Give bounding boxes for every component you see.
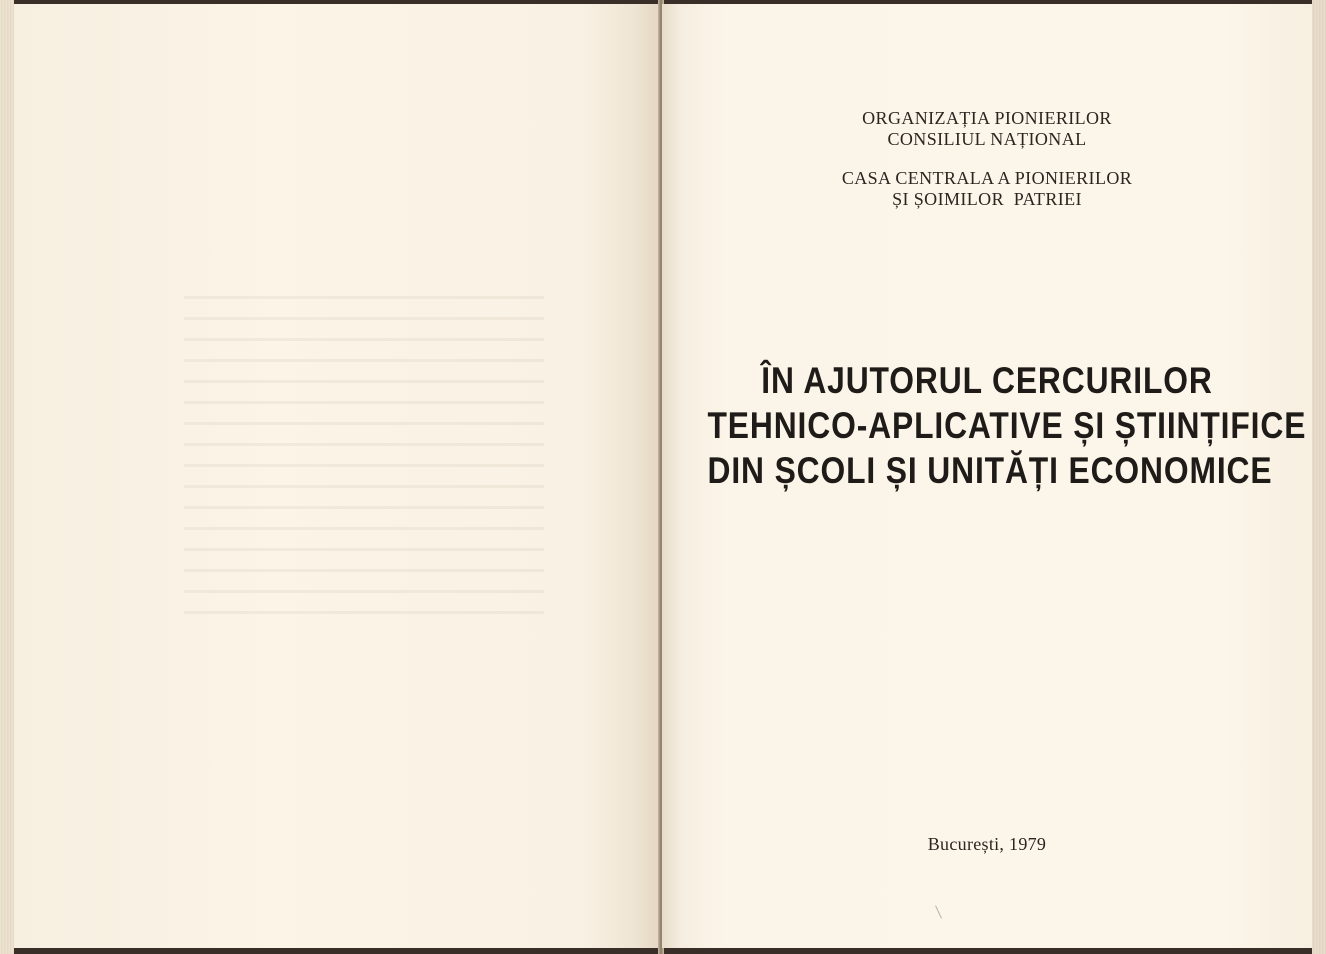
- title-line-2: TEHNICO-APLICATIVE ȘI ȘTIINȚIFICE: [707, 405, 1307, 446]
- show-through-text: [184, 282, 544, 622]
- left-page-edges: [0, 0, 14, 954]
- imprint-place-year: București, 1979: [927, 834, 1047, 854]
- title-line-1: ÎN AJUTORUL CERCURILOR: [761, 360, 1213, 401]
- title-line-3: DIN ȘCOLI ȘI UNITĂȚI ECONOMICE: [707, 450, 1273, 491]
- institution-line-1: CASA CENTRALA A PIONIERILOR: [841, 168, 1133, 188]
- left-page: [14, 4, 660, 948]
- book-title: [707, 358, 1307, 493]
- institution-line-2: ȘI ȘOIMILOR PATRIEI: [892, 189, 1082, 209]
- organization-line-1: ORGANIZAȚIA PIONIERILOR: [862, 108, 1112, 128]
- right-page-edges: [1312, 0, 1326, 954]
- organization-header: [662, 108, 1312, 150]
- organization-line-2: CONSILIUL NAȚIONAL: [887, 129, 1087, 149]
- institution-header: [662, 168, 1312, 210]
